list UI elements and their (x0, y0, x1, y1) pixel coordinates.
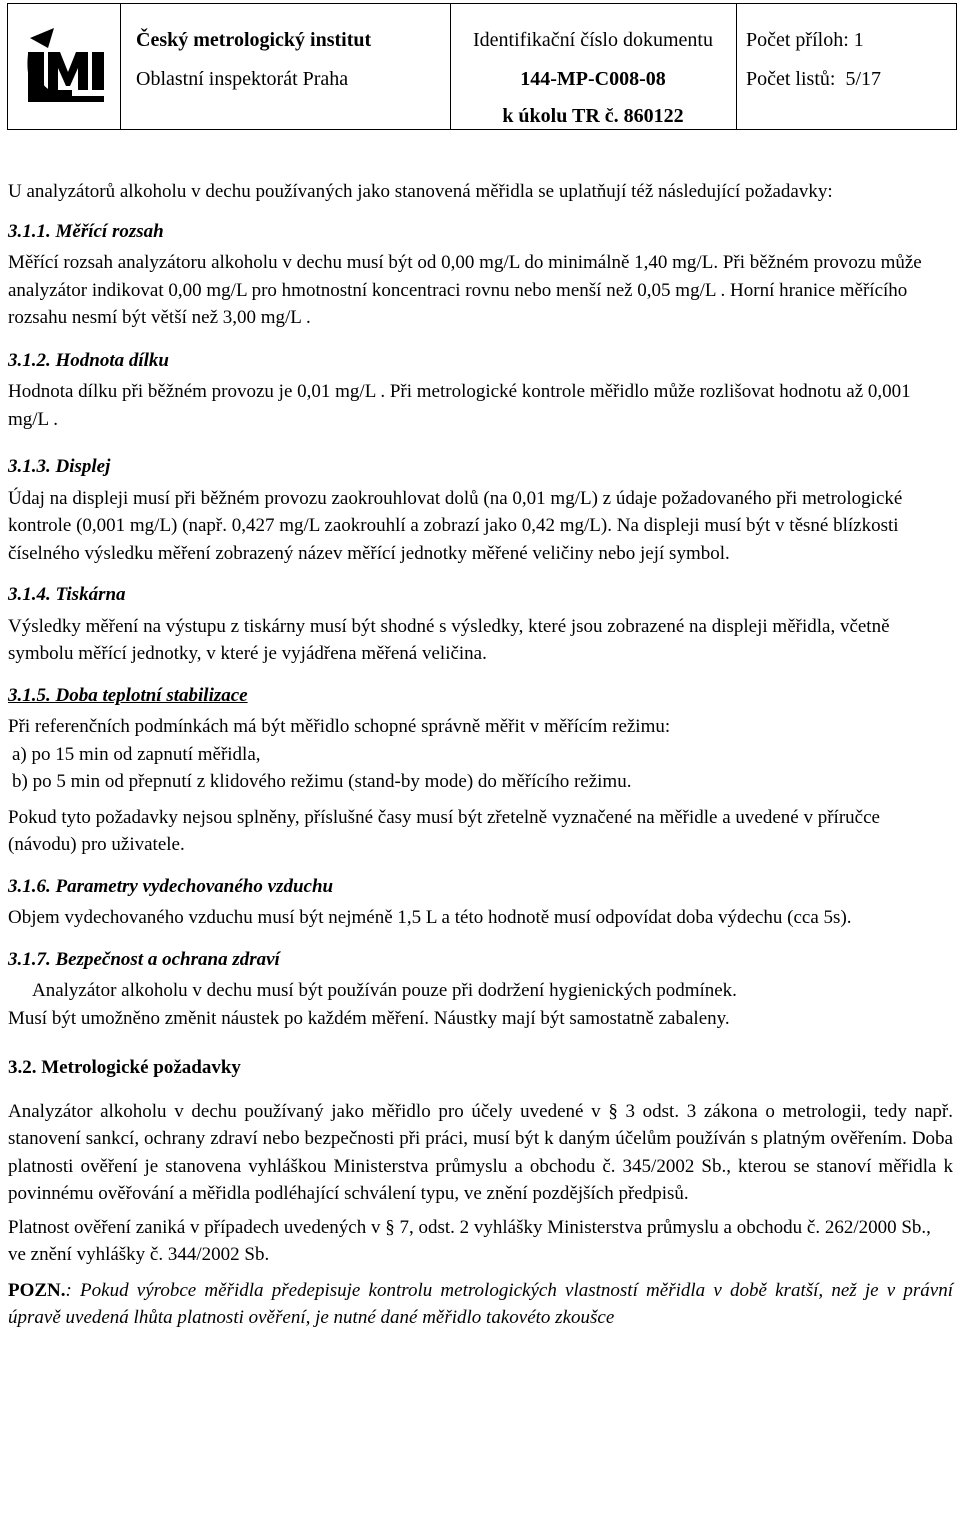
section-3-1-3-title: 3.1.3. Displej (8, 456, 111, 477)
section-3-2-text2: Platnost ověření zaniká v případech uvedených v § 7, odst. 2 vyhlášky Ministerstva průmyslu a obchodu č. 262/2000 Sb., ve znění vyhlášky č. 344/2002 Sb. (8, 1216, 931, 1265)
section-3-1-1-text: Měřící rozsah analyzátoru alkoholu v dechu musí být od 0,00 mg/L do minimálně 1,40 mg/L. Při běžném provozu může analyzátor indikovat 0,00 mg/L pro hmotnostní koncentraci rovnu nebo menší než 0,05 mg/L . Horní hranice měřícího rozsahu nesmí být větší než 3,00 mg/L . (8, 252, 922, 328)
section-3-1-7-title: 3.1.7. Bezpečnost a ochrana zdraví (8, 948, 280, 970)
attachments-count: Počet příloh: 1 (746, 29, 864, 51)
section-3-1-6-text: Objem vydechovaného vzduchu musí být nejméně 1,5 L a této hodnotě musí odpovídat doba výdechu (cca 5s). (8, 907, 852, 928)
cmi-logo-icon (8, 4, 120, 129)
section-3-1-7-text1: Analyzátor alkoholu v dechu musí být používán pouze při dodržení hygienických podmínek. (32, 980, 737, 1001)
note-text: : Pokud výrobce měřidla předepisuje kontrolu metrologických vlastností měřidla v době kratší, než je v právní úpravě uvedená lhůta platnosti ověření, je nutné dané měřidlo takovéto zkoušce (8, 1279, 953, 1328)
section-3-1-5-item-b: b) po 5 min od přepnutí z klidového režimu (stand-by mode) do měřícího režimu. (12, 771, 632, 792)
document-body (8, 178, 953, 1332)
section-3-1-7-text2: Musí být umožněno změnit náustek po každém měření. Náustky mají být samostatně zabaleny. (8, 1007, 730, 1029)
doc-id: 144-MP-C008-08 (520, 68, 666, 90)
section-3-1-3-text: Údaj na displeji musí při běžném provozu zaokrouhlovat dolů (na 0,01 mg/L) z údaje požadovaného při metrologické kontrole (0,001 mg/L) (např. 0,427 mg/L zaokrouhlí a zobrazí jako 0,42 mg/L). Na displeji musí být v těsné blízkosti číselného výsledku měření zobrazený název měřící jednotky měřené veličiny nebo její symbol. (8, 487, 903, 564)
institute-name: Český metrologický institut (136, 29, 372, 51)
section-3-1-1-title: 3.1.1. Měřící rozsah (8, 220, 164, 242)
header-institute-cell (120, 4, 451, 129)
sheets-count: Počet listů: 5/17 (746, 68, 881, 90)
section-3-1-2-text: Hodnota dílku při běžném provozu je 0,01 mg/L . Při metrologické kontrole měřidlo může rozlišovat hodnotu až 0,001 mg/L . (8, 381, 911, 430)
note-label: POZN. (8, 1279, 66, 1301)
header-count-cell (736, 4, 956, 129)
document-header (7, 3, 957, 130)
cmi-logo (8, 4, 121, 129)
section-3-1-5-text2: Pokud tyto požadavky nejsou splněny, příslušné časy musí být zřetelně vyznačené na měřidle a uvedené v příručce (návodu) pro uživatele. (8, 806, 880, 855)
section-3-2-title: 3.2. Metrologické požadavky (8, 1057, 241, 1078)
office-name: Oblastní inspektorát Praha (136, 68, 349, 90)
section-3-1-4-text: Výsledky měření na výstupu z tiskárny musí být shodné s výsledky, které jsou zobrazené na displeji měřidla, včetně symbolu měřící jednotky, v které je vyjádřena měřená veličina. (8, 615, 890, 664)
intro-paragraph: U analyzátorů alkoholu v dechu používaných jako stanovená měřidla se uplatňují též následující požadavky: (8, 181, 833, 202)
section-3-1-5-title: 3.1.5. Doba teplotní stabilizace (8, 684, 248, 706)
task-number: k úkolu TR č. 860122 (502, 105, 684, 127)
section-3-1-5-item-a: a) po 15 min od zapnutí měřidla, (12, 743, 261, 765)
svg-text:ČMI: ČMI (8, 4, 10, 5)
note-paragraph (8, 1277, 953, 1332)
section-3-2-text: Analyzátor alkoholu v dechu používaný jako měřidlo pro účely uvedené v § 3 odst. 3 zákona o metrologii, tedy např. stanovení sankcí, ochrany zdraví nebo bezpečnosti při práci, musí být k daným účelům používán s platným ověřením. Doba platnosti ověření je stanovena vyhláškou Ministerstva průmyslu a obchodu č. 345/2002 Sb., kterou se stanoví měřidla k povinnému ověřování a měřidla podléhající schválení typu, ve znění pozdějších předpisů. (8, 1100, 953, 1204)
header-docid-cell (450, 4, 737, 129)
section-3-1-2-title: 3.1.2. Hodnota dílku (8, 349, 169, 371)
section-3-1-5-text: Při referenčních podmínkách má být měřidlo schopné správně měřit v měřícím režimu: (8, 716, 671, 737)
section-3-1-6-title: 3.1.6. Parametry vydechovaného vzduchu (8, 875, 334, 897)
doc-id-label: Identifikační číslo dokumentu (473, 29, 713, 51)
section-3-1-4-title: 3.1.4. Tiskárna (8, 584, 126, 605)
